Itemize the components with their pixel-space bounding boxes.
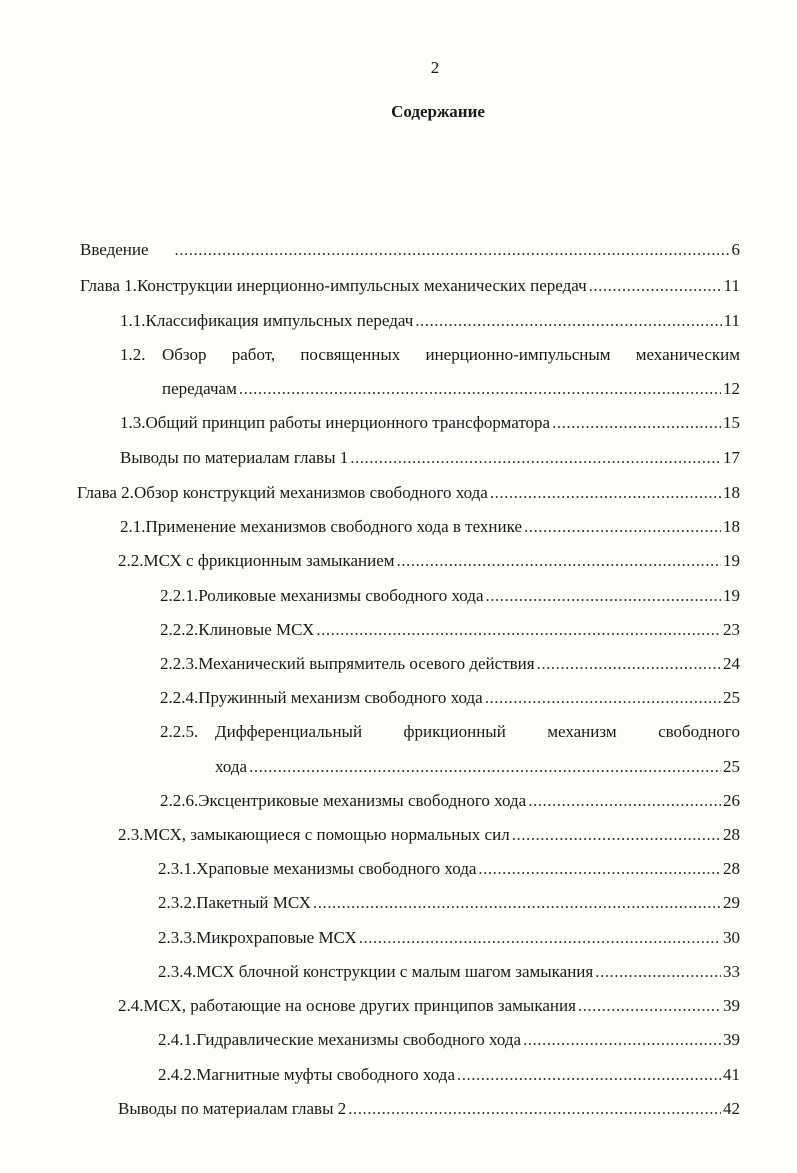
toc-entry-text: Выводы по материалам главы 2: [118, 1099, 347, 1118]
toc-entry-page: 41: [723, 1065, 740, 1084]
toc-entry-page: 28: [723, 825, 740, 844]
toc-entry-text: Общий принцип работы инерционного трансформатора: [145, 413, 551, 432]
toc-leader-dots: [595, 960, 721, 984]
toc-leader-dots: [589, 274, 722, 298]
toc-entry-2-4[interactable]: [118, 994, 740, 1018]
toc-leader-dots: [348, 1097, 721, 1121]
toc-entry-2-1[interactable]: [120, 515, 740, 539]
toc-leader-dots: [512, 823, 721, 847]
toc-entry-page: 18: [723, 483, 740, 502]
toc-entry-text-cont: хода: [215, 757, 248, 776]
toc-entry-2-2-5-cont[interactable]: [215, 755, 740, 779]
toc-entry-1-1[interactable]: [120, 309, 740, 333]
toc-entry-number: 2.3.2.: [158, 893, 197, 912]
toc-entry-2-2-2[interactable]: [160, 618, 740, 642]
toc-entry-text: Пружинный механизм свободного хода: [198, 688, 483, 707]
toc-entry-page: 11: [723, 311, 740, 330]
toc-leader-dots: [578, 994, 721, 1018]
toc-entry-number: 2.2.1.: [160, 586, 199, 605]
toc-entry-page: 30: [723, 928, 740, 947]
toc-entry-number: Глава 2.: [77, 483, 134, 502]
toc-entry-introduction[interactable]: [80, 238, 740, 262]
toc-entry-number: Глава 1.: [80, 276, 137, 295]
toc-entry-text: МСХ блочной конструкции с малым шагом замыкания: [196, 962, 594, 981]
toc-entry-text: Магнитные муфты свободного хода: [196, 1065, 455, 1084]
toc-entry-page: 39: [723, 996, 740, 1015]
toc-entry-text: Классификация импульсных передач: [145, 311, 414, 330]
toc-entry-number: 2.2.5.: [160, 722, 199, 741]
toc-entry-number: 2.4.: [118, 996, 144, 1015]
toc-entry-page: 28: [723, 859, 740, 878]
toc-entry-text: Конструкции инерционно-импульсных механических передач: [136, 276, 587, 295]
toc-entry-page: 19: [723, 551, 740, 570]
toc-entry-page: 29: [723, 893, 740, 912]
toc-entry-number: 2.2.: [118, 551, 144, 570]
toc-entry-number: 2.3.1.: [158, 859, 197, 878]
toc-entry-number: 2.2.2.: [160, 620, 199, 639]
toc-entry-2-2-4[interactable]: [160, 686, 740, 710]
toc-entry-number: 2.2.6.: [160, 791, 199, 810]
toc-entry-2-3[interactable]: [118, 823, 740, 847]
toc-entry-2-2-5[interactable]: [160, 720, 740, 744]
toc-entry-2-2[interactable]: [118, 549, 740, 573]
toc-entry-conclusions-2[interactable]: [118, 1097, 740, 1121]
toc-leader-dots: [528, 789, 721, 813]
toc-leader-dots: [415, 309, 721, 333]
toc-entry-number: 2.2.4.: [160, 688, 199, 707]
toc-entry-page: 24: [723, 654, 740, 673]
page-number: 2: [430, 58, 440, 77]
toc-leader-dots: [486, 584, 722, 608]
toc-leader-dots: [537, 652, 721, 676]
toc-entry-text: Эксцентриковые механизмы свободного хода: [198, 791, 527, 810]
toc-entry-2-2-6[interactable]: [160, 789, 740, 813]
toc-leader-dots: [485, 686, 721, 710]
toc-entry-number: 2.3.4.: [158, 962, 197, 981]
toc-entry-conclusions-1[interactable]: [120, 446, 740, 470]
toc-entry-page: 25: [723, 688, 740, 707]
toc-entry-number: 2.4.2.: [158, 1065, 197, 1084]
toc-entry-page: 6: [731, 240, 740, 259]
toc-entry-2-3-1[interactable]: [158, 857, 740, 881]
toc-leader-dots: [316, 618, 721, 642]
toc-entry-1-2-cont[interactable]: [162, 377, 740, 401]
toc-leader-dots: [313, 891, 721, 915]
toc-entry-text: Пакетный МСХ: [196, 893, 312, 912]
toc-entry-2-4-1[interactable]: [158, 1028, 740, 1052]
toc-entry-2-4-2[interactable]: [158, 1063, 740, 1087]
toc-entry-2-2-3[interactable]: [160, 652, 740, 676]
toc-leader-dots: [478, 857, 721, 881]
toc-entry-number: 1.3.: [120, 413, 146, 432]
toc-leader-dots: [490, 481, 721, 505]
toc-entry-text: Применение механизмов свободного хода в технике: [145, 517, 522, 536]
toc-entry-text: Храповые механизмы свободного хода: [196, 859, 477, 878]
toc-entry-page: 17: [723, 448, 740, 467]
toc-entry-number: 2.2.3.: [160, 654, 199, 673]
toc-entry-page: 19: [723, 586, 740, 605]
page-title: Содержание: [391, 102, 485, 121]
toc-entry-text: МСХ с фрикционным замыканием: [143, 551, 395, 570]
toc-entry-page: 12: [723, 379, 740, 398]
toc-leader-dots: [359, 926, 721, 950]
toc-leader-dots: [524, 515, 721, 539]
toc-entry-chapter-1[interactable]: [80, 274, 740, 298]
toc-entry-text: Механический выпрямитель осевого действия: [198, 654, 535, 673]
toc-entry-text: Введение: [80, 240, 149, 259]
toc-entry-number: 2.3.3.: [158, 928, 197, 947]
toc-entry-2-3-3[interactable]: [158, 926, 740, 950]
toc-entry-page: 39: [723, 1030, 740, 1049]
toc-entry-page: 15: [723, 413, 740, 432]
toc-entry-text: МСХ, работающие на основе других принципов замыкания: [143, 996, 576, 1015]
toc-entry-1-2[interactable]: [120, 343, 740, 367]
toc-entry-text: МСХ, замыкающиеся с помощью нормальных сил: [143, 825, 510, 844]
toc-entry-number: 2.4.1.: [158, 1030, 197, 1049]
toc-entry-page: 25: [723, 757, 740, 776]
toc-entry-text: Обзор конструкций механизмов свободного хода: [133, 483, 488, 502]
toc-entry-text: Клиновые МСХ: [198, 620, 315, 639]
toc-entry-text: Дифференциальный фрикционный механизм свободного: [215, 722, 740, 741]
toc-leader-dots: [457, 1063, 721, 1087]
toc-leader-dots: [523, 1028, 721, 1052]
toc-entry-2-3-4[interactable]: [158, 960, 740, 984]
toc-entry-text: Гидравлические механизмы свободного хода: [196, 1030, 522, 1049]
toc-entry-page: 18: [723, 517, 740, 536]
toc-entry-number: 1.1.: [120, 311, 146, 330]
toc-entry-page: 42: [723, 1099, 740, 1118]
toc-leader-dots: [552, 411, 721, 435]
toc-entry-page: 33: [723, 962, 740, 981]
toc-leader-dots: [239, 377, 721, 401]
toc-leader-dots: [175, 238, 730, 262]
toc-leader-dots: [350, 446, 721, 470]
toc-entry-chapter-2[interactable]: [77, 481, 740, 505]
toc-entry-text: Обзор работ, посвященных инерционно-импульсным механическим: [162, 345, 740, 364]
toc-entry-number: 2.1.: [120, 517, 146, 536]
toc-entry-text: Выводы по материалам главы 1: [120, 448, 349, 467]
toc-entry-1-3[interactable]: [120, 411, 740, 435]
toc-leader-dots: [249, 755, 721, 779]
toc-entry-text-cont: передачам: [162, 379, 237, 398]
toc-entry-number: 1.2.: [120, 345, 146, 364]
toc-leader-dots: [397, 549, 721, 573]
toc-entry-text: Микрохраповые МСХ: [196, 928, 357, 947]
toc-entry-number: 2.3.: [118, 825, 144, 844]
toc-entry-page: 23: [723, 620, 740, 639]
toc-entry-2-3-2[interactable]: [158, 891, 740, 915]
toc-entry-2-2-1[interactable]: [160, 584, 740, 608]
toc-entry-page: 11: [723, 276, 740, 295]
toc-entry-text: Роликовые механизмы свободного хода: [198, 586, 484, 605]
toc-entry-page: 26: [723, 791, 740, 810]
